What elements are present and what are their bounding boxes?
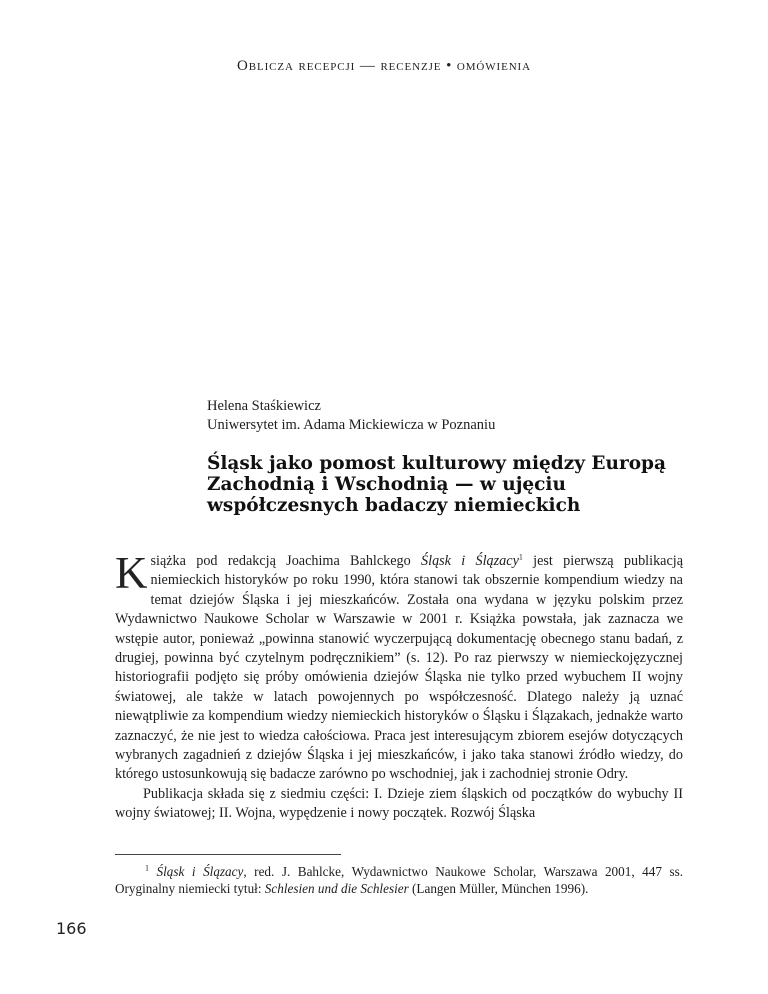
paragraph-2: Publikacja składa się z siedmiu części: I. Dzieje ziem śląskich od początków do wybuchy II wojny światowej; II. Wojna, wypędzenie i nowy początek. Rozwój Śląska — [115, 785, 683, 822]
body-text — [115, 548, 683, 824]
footnote-ref[interactable]: 1 — [518, 552, 523, 562]
paragraph-1-start: siążka pod redakcją Joachima Bahlckego — [150, 553, 422, 569]
footnote-text: , red. J. Bahlcke, Wydawnictwo Naukowe Scholar, Warszawa 2001, 447 ss. Oryginalny niemiecki tytuł: — [115, 864, 684, 896]
running-head: Oblicza recepcji — recenzje • omówienia — [237, 58, 531, 74]
footnote-number: 1 — [145, 863, 149, 873]
article-title: Śląsk jako pomost kulturowy między Europą Zachodnią i Wschodnią — w ujęciu współczesnych badaczy niemieckich — [207, 453, 666, 516]
footnote-text-end: (Langen Müller, München 1996). — [408, 881, 589, 896]
drop-cap: K — [115, 548, 148, 598]
author-affiliation: Uniwersytet im. Adama Mickiewicza w Poznaniu — [207, 417, 496, 433]
author-name: Helena Staśkiewicz — [207, 398, 321, 414]
paragraph-1-rest: jest pierwszą publikacją niemieckich historyków po roku 1990, która stanowi tak obszernie kompendium wiedzy na temat dziejów Śląska i jej mieszkańców. Została ona wydana w języku polskim przez Wydawnictwo Naukowe Scholar w Warszawie w 2001 r. Książka powstała, jak zaznacza we wstępie autor, ponieważ „powinna stanowić wyczerpującą dokumentację obecnego stanu badań, z drugiej, powinna być czytelnym podręcznikiem” (s. 12). Po raz pierwszy w niemieckojęzycznej historiografii podjęto się próby omówienia dziejów Śląska nie tylko przed wybuchem II wojny światowej, ale także w latach powojennych po współczesność. Dlatego należy ją uznać niewątpliwie za kompendium wiedzy niemieckich historyków o Śląsku i Ślązakach, jednakże warto zaznaczyć, że nie jest to wiedza całościowa. Praca jest interesującym zbiorem esejów dotyczących wybranych zagadnień z dziejów Śląska i jej mieszkańców, i jako taka stanowi źródło wiedzy, do którego ustosunkowują się badacze zarówno po wschodniej, jak i zachodniej stronie Odry. — [115, 553, 683, 783]
book-title: Śląsk i Ślązacy — [421, 553, 519, 569]
paragraph-1 — [115, 548, 683, 785]
footnote-original-title: Schlesien und die Schlesier — [264, 881, 409, 896]
footnote-book-title: Śląsk i Ślązacy — [156, 864, 244, 879]
author-block — [207, 397, 687, 435]
page-number: 166 — [56, 919, 87, 938]
footnote-rule — [115, 854, 341, 855]
footnote — [115, 863, 683, 897]
